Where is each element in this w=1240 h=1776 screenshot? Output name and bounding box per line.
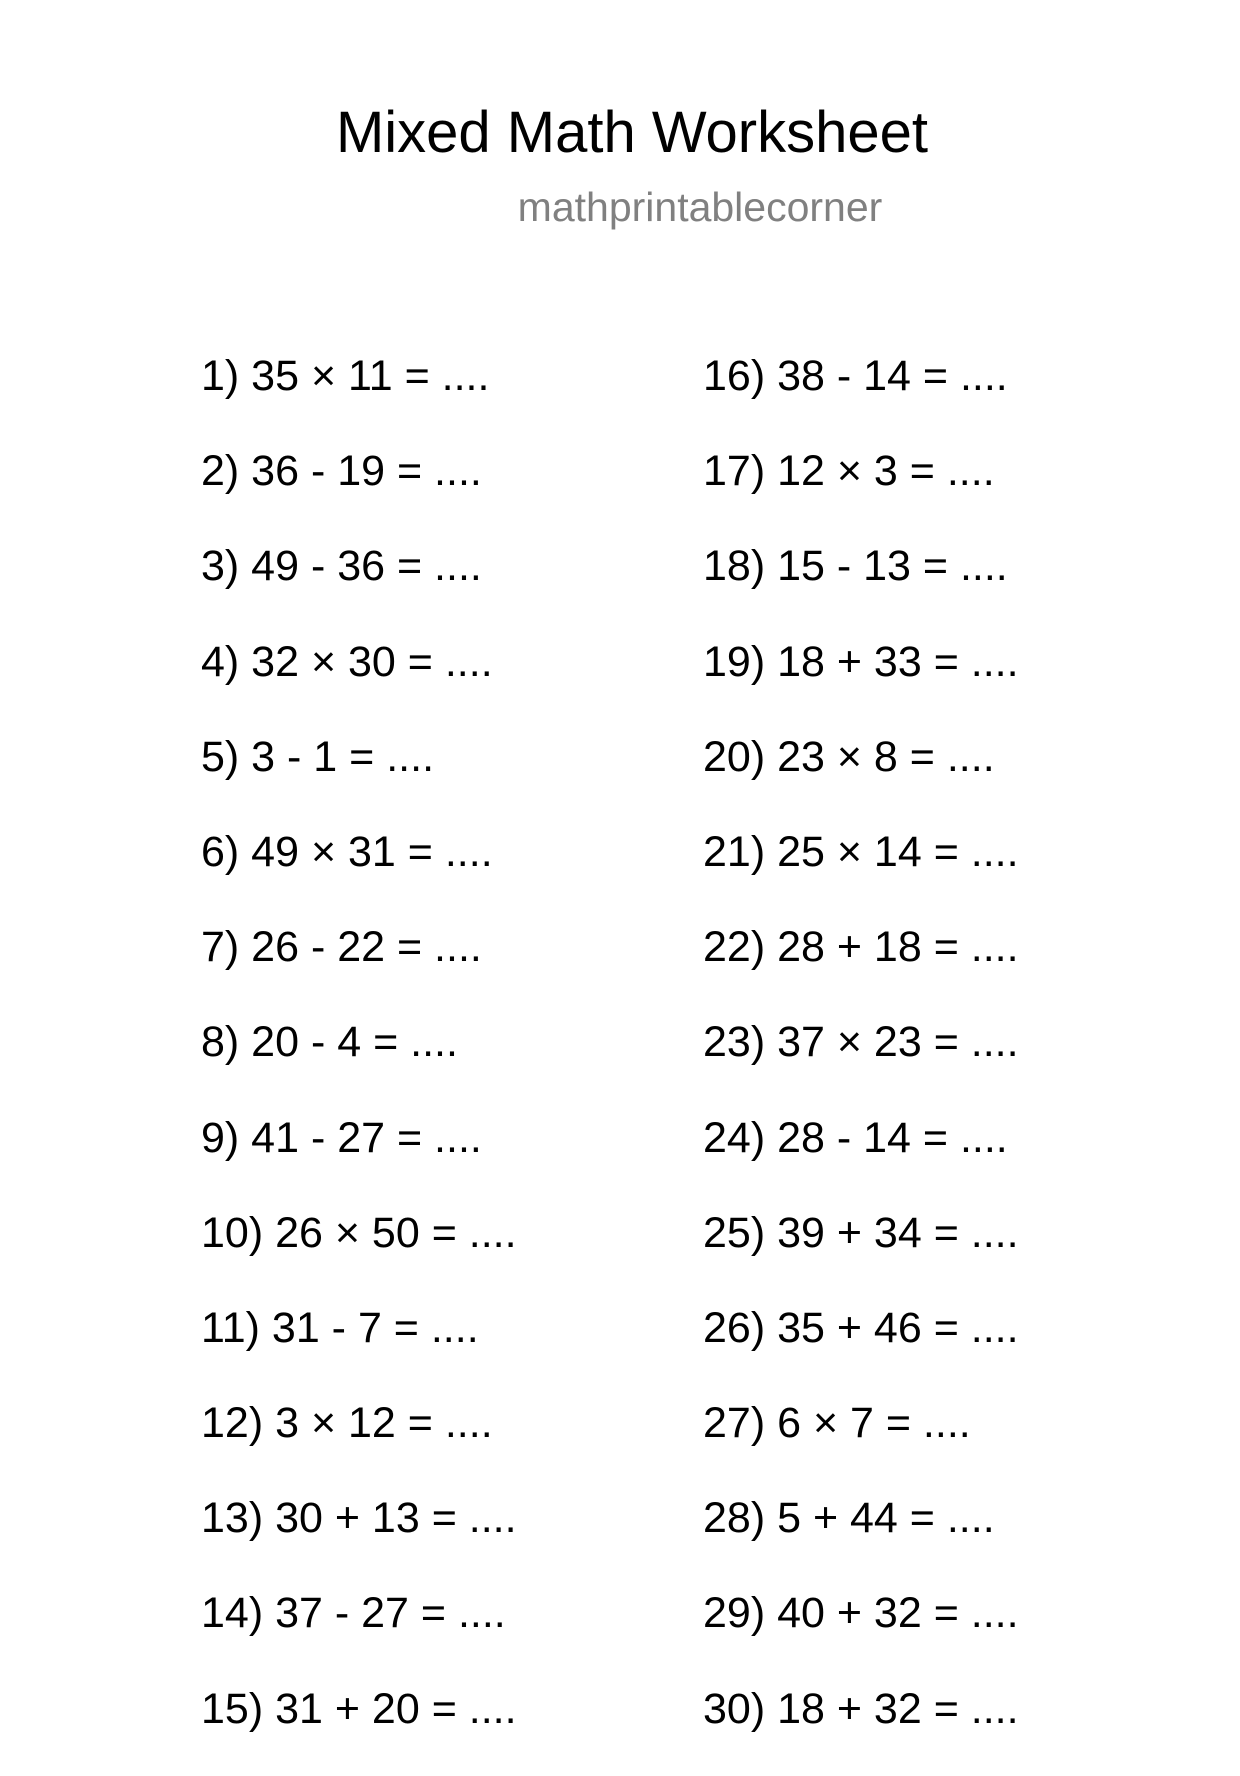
problem-26: 26) 35 + 46 = .... bbox=[703, 1303, 1019, 1352]
problem-6: 6) 49 × 31 = .... bbox=[201, 827, 493, 876]
problem-3: 3) 49 - 36 = .... bbox=[201, 542, 482, 591]
problem-29: 29) 40 + 32 = .... bbox=[703, 1589, 1019, 1638]
problem-11: 11) 31 - 7 = .... bbox=[201, 1303, 479, 1352]
problem-13: 13) 30 + 13 = .... bbox=[201, 1494, 517, 1543]
problem-1: 1) 35 × 11 = .... bbox=[201, 352, 490, 400]
problem-column-left bbox=[201, 348, 701, 1776]
problem-15: 15) 31 + 20 = .... bbox=[201, 1684, 517, 1733]
problem-22: 22) 28 + 18 = .... bbox=[703, 923, 1019, 972]
problem-9: 9) 41 - 27 = .... bbox=[201, 1113, 482, 1162]
problem-5: 5) 3 - 1 = .... bbox=[201, 732, 435, 781]
page-subtitle: mathprintablecorner bbox=[517, 184, 883, 230]
problem-19: 19) 18 + 33 = .... bbox=[703, 637, 1019, 686]
problem-24: 24) 28 - 14 = .... bbox=[703, 1113, 1008, 1162]
problem-20: 20) 23 × 8 = .... bbox=[703, 732, 995, 781]
problem-14: 14) 37 - 27 = .... bbox=[201, 1589, 506, 1638]
problem-10: 10) 26 × 50 = .... bbox=[201, 1208, 517, 1257]
problem-23: 23) 37 × 23 = .... bbox=[703, 1018, 1019, 1067]
problem-17: 17) 12 × 3 = .... bbox=[703, 447, 995, 496]
problem-column-right bbox=[703, 348, 1203, 1776]
problem-25: 25) 39 + 34 = .... bbox=[703, 1208, 1019, 1257]
problem-4: 4) 32 × 30 = .... bbox=[201, 637, 493, 686]
problem-7: 7) 26 - 22 = .... bbox=[201, 923, 482, 972]
problem-21: 21) 25 × 14 = .... bbox=[703, 827, 1019, 876]
problem-27: 27) 6 × 7 = .... bbox=[703, 1399, 971, 1448]
problem-12: 12) 3 × 12 = .... bbox=[201, 1399, 493, 1448]
page-title: Mixed Math Worksheet bbox=[335, 100, 929, 165]
problem-18: 18) 15 - 13 = .... bbox=[703, 542, 1008, 591]
problem-28: 28) 5 + 44 = .... bbox=[703, 1494, 995, 1543]
problem-2: 2) 36 - 19 = .... bbox=[201, 447, 482, 496]
problem-16: 16) 38 - 14 = .... bbox=[703, 352, 1008, 400]
problem-30: 30) 18 + 32 = .... bbox=[703, 1684, 1019, 1733]
problem-8: 8) 20 - 4 = .... bbox=[201, 1018, 458, 1067]
